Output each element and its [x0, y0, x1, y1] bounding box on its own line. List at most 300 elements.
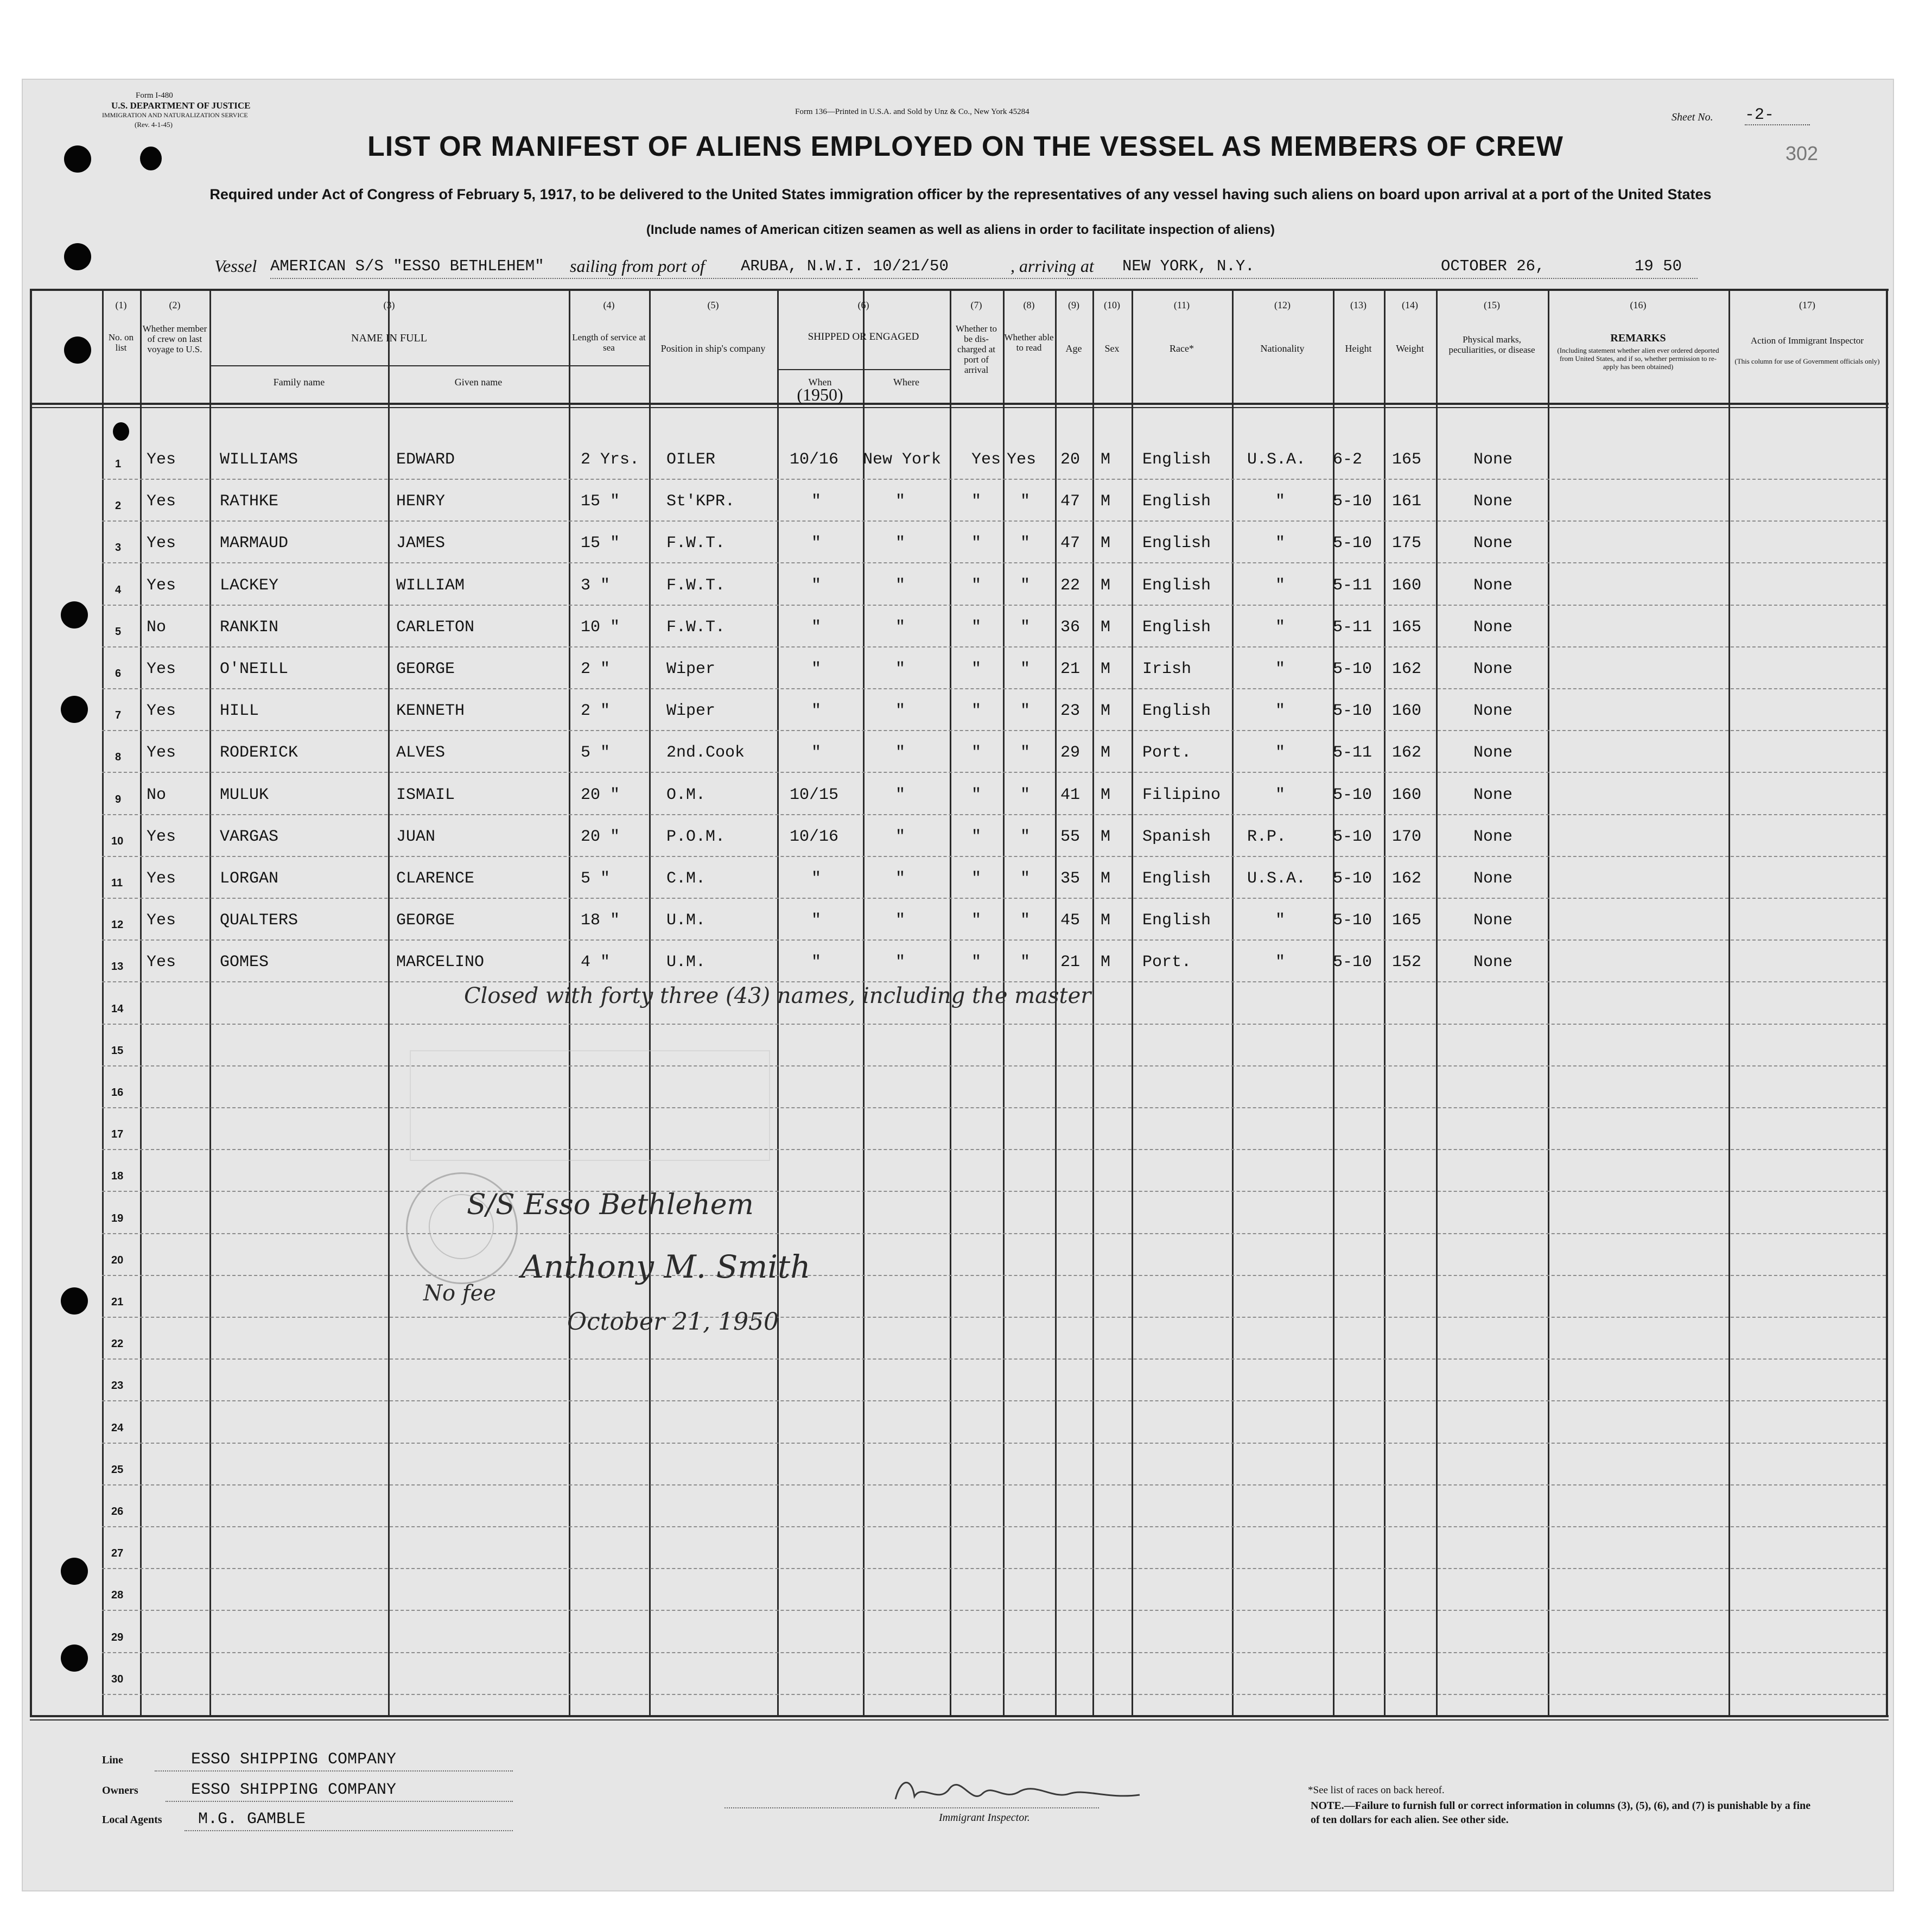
- row-divider: [102, 605, 1886, 606]
- crew-length-service: 10 ": [581, 618, 620, 637]
- crew-given-name: ISMAIL: [396, 785, 455, 804]
- line-label: Line: [102, 1754, 123, 1766]
- column-number-c8: (8): [1023, 300, 1035, 310]
- crew-length-service: 5 ": [581, 744, 611, 763]
- header-given-name: Given name: [454, 377, 503, 388]
- row-divider: [102, 1526, 1886, 1527]
- crew-discharged: ": [971, 953, 982, 972]
- row-divider: [102, 646, 1886, 647]
- crew-nationality: ": [1275, 702, 1286, 721]
- header-age: Age: [1065, 343, 1082, 354]
- subtitle: Required under Act of Congress of February 5, 1917, to be delivered to the United States immigration officer by the representatives of any vessel having such aliens on board upon arrival at a port of the United States: [209, 186, 1712, 202]
- column-number-c12: (12): [1274, 300, 1291, 310]
- crew-position: 2nd.Cook: [666, 744, 745, 763]
- crew-race: Filipino: [1142, 785, 1221, 804]
- punch-hole: [140, 147, 162, 170]
- crew-shipped-when: ": [811, 534, 822, 553]
- column-number-c4: (4): [603, 300, 615, 310]
- crew-height: 5-10: [1333, 911, 1372, 930]
- crew-age: 47: [1060, 534, 1081, 553]
- crew-nationality: ": [1275, 953, 1286, 972]
- row-divider: [102, 898, 1886, 899]
- punch-hole: [61, 1645, 88, 1672]
- crew-nationality: U.S.A.: [1247, 450, 1306, 469]
- header-name-in-full: NAME IN FULL: [351, 332, 427, 344]
- crew-age: 36: [1060, 618, 1081, 637]
- crew-discharged: ": [971, 618, 982, 637]
- row-divider: [102, 856, 1886, 857]
- row-number: 13: [111, 961, 124, 973]
- row-divider: [102, 562, 1886, 563]
- row-number: 5: [115, 625, 122, 638]
- crew-family-name: LACKEY: [220, 576, 279, 595]
- crew-length-service: 5 ": [581, 869, 611, 888]
- crew-prev-voyage: Yes: [147, 911, 176, 930]
- crew-position: F.W.T.: [666, 534, 726, 553]
- crew-weight: 162: [1392, 660, 1422, 678]
- crew-family-name: RODERICK: [220, 744, 298, 763]
- header-prev-voyage: Whether member of crew on last voyage to U.S.: [142, 323, 207, 354]
- row-divider: [102, 1568, 1886, 1569]
- crew-age: 23: [1060, 702, 1081, 721]
- crew-length-service: 2 ": [581, 702, 611, 721]
- crew-height: 5-10: [1333, 534, 1372, 553]
- row-number: 16: [111, 1087, 124, 1099]
- crew-given-name: WILLIAM: [396, 576, 465, 595]
- header-nationality: Nationality: [1260, 343, 1305, 354]
- crew-prev-voyage: Yes: [147, 576, 176, 595]
- row-divider: [102, 1610, 1886, 1611]
- consular-stamp: [410, 1050, 770, 1161]
- header-able-to-read: Whether able to read: [1004, 332, 1054, 353]
- column-divider: [140, 289, 142, 1717]
- row-number: 23: [111, 1380, 124, 1392]
- crew-discharged: ": [971, 869, 982, 888]
- crew-age: 29: [1060, 744, 1081, 763]
- crew-shipped-when: ": [811, 492, 822, 511]
- arrival-port: NEW YORK, N.Y.: [1122, 257, 1255, 275]
- table-bottom-border: [30, 1715, 1889, 1717]
- row-number: 24: [111, 1421, 124, 1434]
- master-signature: Anthony M. Smith: [521, 1248, 811, 1285]
- crew-shipped-where: ": [895, 744, 906, 763]
- crew-shipped-where: ": [895, 576, 906, 595]
- punch-hole: [61, 601, 88, 628]
- crew-shipped-when: 10/16: [790, 827, 839, 846]
- crew-physical-marks: None: [1473, 534, 1513, 553]
- column-divider: [1092, 289, 1094, 1717]
- races-note: *See list of races on back hereof.: [1308, 1785, 1445, 1796]
- header-position: Position in ship's company: [660, 343, 766, 354]
- row-number: 26: [111, 1506, 124, 1518]
- row-number: 10: [111, 835, 124, 847]
- header-when-year: (1950): [797, 385, 843, 404]
- crew-physical-marks: None: [1473, 576, 1513, 595]
- row-number: 17: [111, 1128, 124, 1141]
- row-number: 30: [111, 1673, 124, 1685]
- crew-age: 55: [1060, 827, 1081, 846]
- crew-discharged: ": [971, 492, 982, 511]
- crew-discharged: ": [971, 911, 982, 930]
- arrival-date: OCTOBER 26,: [1441, 257, 1545, 275]
- crew-given-name: HENRY: [396, 492, 446, 511]
- crew-race: English: [1142, 450, 1211, 469]
- crew-physical-marks: None: [1473, 660, 1513, 678]
- crew-shipped-where: ": [895, 827, 906, 846]
- crew-prev-voyage: Yes: [147, 534, 176, 553]
- fee-note: No fee: [423, 1281, 496, 1306]
- signature-date: October 21, 1950: [567, 1308, 779, 1336]
- table-top-border: [30, 289, 1889, 291]
- printer-line: Form 136—Printed in U.S.A. and Sold by Unz & Co., New York 45284: [795, 107, 1029, 116]
- crew-sex: M: [1101, 492, 1111, 511]
- crew-family-name: RATHKE: [220, 492, 279, 511]
- crew-position: F.W.T.: [666, 618, 726, 637]
- crew-height: 5-10: [1333, 492, 1372, 511]
- header-length-service: Length of service at sea: [572, 332, 646, 353]
- crew-physical-marks: None: [1473, 785, 1513, 804]
- local-agents: M.G. GAMBLE: [198, 1810, 306, 1829]
- crew-sex: M: [1101, 869, 1111, 888]
- row-number: 27: [111, 1547, 124, 1560]
- crew-physical-marks: None: [1473, 618, 1513, 637]
- crew-weight: 170: [1392, 827, 1422, 846]
- crew-prev-voyage: Yes: [147, 744, 176, 763]
- row-divider: [102, 1443, 1886, 1444]
- crew-physical-marks: None: [1473, 911, 1513, 930]
- crew-discharged: Yes: [971, 450, 1001, 469]
- column-number-c13: (13): [1350, 300, 1367, 310]
- crew-shipped-where: ": [895, 618, 906, 637]
- crew-age: 20: [1060, 450, 1081, 469]
- crew-prev-voyage: Yes: [147, 869, 176, 888]
- crew-able-to-read: ": [1020, 953, 1031, 972]
- row-divider: [102, 1317, 1886, 1318]
- crew-family-name: VARGAS: [220, 827, 279, 846]
- departure-port: ARUBA, N.W.I. 10/21/50: [741, 257, 949, 275]
- crew-shipped-where: ": [895, 911, 906, 930]
- crew-race: English: [1142, 576, 1211, 595]
- crew-physical-marks: None: [1473, 869, 1513, 888]
- crew-position: C.M.: [666, 869, 706, 888]
- column-number-c2: (2): [169, 300, 181, 310]
- crew-sex: M: [1101, 785, 1111, 804]
- row-divider: [102, 814, 1886, 815]
- row-divider: [102, 479, 1886, 480]
- column-divider: [1384, 289, 1386, 1717]
- row-divider: [102, 1191, 1886, 1192]
- row-divider: [102, 1107, 1886, 1108]
- row-number: 7: [115, 709, 122, 722]
- crew-shipped-where: ": [895, 534, 906, 553]
- crew-race: English: [1142, 911, 1211, 930]
- row-number: 21: [111, 1296, 124, 1308]
- column-number-c10: (10): [1104, 300, 1120, 310]
- row-number: 9: [115, 793, 122, 805]
- agency-name: U.S. DEPARTMENT OF JUSTICE: [111, 100, 251, 111]
- crew-prev-voyage: Yes: [147, 702, 176, 721]
- row-number: 11: [111, 877, 123, 889]
- column-divider: [1886, 289, 1888, 1717]
- crew-race: Irish: [1142, 660, 1192, 678]
- crew-prev-voyage: Yes: [147, 827, 176, 846]
- crew-family-name: MULUK: [220, 785, 269, 804]
- row-number: 1: [115, 458, 122, 470]
- row-divider: [102, 1065, 1886, 1066]
- crew-sex: M: [1101, 534, 1111, 553]
- service-name: IMMIGRATION AND NATURALIZATION SERVICE: [102, 111, 248, 119]
- row-divider: [102, 1275, 1886, 1276]
- crew-able-to-read: ": [1020, 744, 1031, 763]
- crew-able-to-read: ": [1020, 785, 1031, 804]
- header-no-on-list: No. on list: [108, 332, 134, 353]
- crew-age: 21: [1060, 953, 1081, 972]
- crew-race: English: [1142, 618, 1211, 637]
- header-when: When: [808, 377, 832, 388]
- vessel-label: Vessel: [214, 256, 257, 276]
- column-number-c9: (9): [1068, 300, 1079, 310]
- header-weight: Weight: [1396, 343, 1424, 354]
- header-remarks: REMARKS: [1610, 332, 1666, 344]
- crew-length-service: 15 ": [581, 492, 620, 511]
- crew-nationality: ": [1275, 785, 1286, 804]
- crew-position: OILER: [666, 450, 716, 469]
- row-divider: [102, 1694, 1886, 1695]
- vessel-owners: ESSO SHIPPING COMPANY: [191, 1781, 397, 1799]
- row-divider: [102, 1358, 1886, 1360]
- crew-shipped-when: ": [811, 911, 822, 930]
- crew-discharged: ": [971, 576, 982, 595]
- crew-shipped-where: ": [895, 785, 906, 804]
- row-number: 29: [111, 1631, 124, 1643]
- column-number-c17: (17): [1799, 300, 1815, 310]
- header-height: Height: [1345, 343, 1372, 354]
- crew-discharged: ": [971, 660, 982, 678]
- crew-weight: 161: [1392, 492, 1422, 511]
- crew-race: English: [1142, 702, 1211, 721]
- column-divider: [1132, 289, 1133, 1717]
- crew-family-name: MARMAUD: [220, 534, 289, 553]
- crew-physical-marks: None: [1473, 450, 1513, 469]
- crew-able-to-read: ": [1020, 576, 1031, 595]
- column-number-c16: (16): [1630, 300, 1647, 310]
- crew-physical-marks: None: [1473, 702, 1513, 721]
- row-divider: [102, 1484, 1886, 1485]
- arriving-label: , arriving at: [1011, 256, 1094, 276]
- crew-nationality: ": [1275, 576, 1286, 595]
- crew-height: 5-11: [1333, 576, 1372, 595]
- crew-height: 5-11: [1333, 744, 1372, 763]
- crew-height: 5-10: [1333, 953, 1372, 972]
- crew-race: Port.: [1142, 744, 1192, 763]
- crew-sex: M: [1101, 744, 1111, 763]
- column-number-c11: (11): [1173, 300, 1190, 310]
- crew-weight: 160: [1392, 702, 1422, 721]
- crew-nationality: ": [1275, 534, 1286, 553]
- subnote: (Include names of American citizen seamen as well as aliens in order to facilitate inspection of aliens): [646, 223, 1275, 237]
- row-divider: [102, 981, 1886, 982]
- owners-label: Owners: [102, 1785, 138, 1796]
- crew-physical-marks: None: [1473, 827, 1513, 846]
- crew-position: St'KPR.: [666, 492, 735, 511]
- row-number: 2: [115, 500, 122, 512]
- crew-discharged: ": [971, 785, 982, 804]
- crew-nationality: U.S.A.: [1247, 869, 1306, 888]
- crew-able-to-read: ": [1020, 911, 1031, 930]
- crew-shipped-when: ": [811, 702, 822, 721]
- column-divider: [388, 289, 390, 1717]
- crew-length-service: 2 ": [581, 660, 611, 678]
- crew-shipped-when: 10/15: [790, 785, 839, 804]
- crew-shipped-where: New York: [863, 450, 942, 469]
- row-divider: [102, 939, 1886, 941]
- crew-nationality: ": [1275, 618, 1286, 637]
- column-divider: [102, 289, 104, 1717]
- sailing-label: sailing from port of: [570, 256, 705, 276]
- crew-able-to-read: ": [1020, 827, 1031, 846]
- row-divider: [102, 1233, 1886, 1234]
- row-divider: [102, 1024, 1886, 1025]
- crew-prev-voyage: Yes: [147, 660, 176, 678]
- crew-nationality: R.P.: [1247, 827, 1287, 846]
- row-number: 15: [111, 1044, 124, 1057]
- row-divider: [102, 520, 1886, 522]
- crew-sex: M: [1101, 911, 1111, 930]
- crew-able-to-read: ": [1020, 534, 1031, 553]
- crew-able-to-read: ": [1020, 660, 1031, 678]
- form-revision: (Rev. 4-1-45): [135, 120, 173, 129]
- column-number-c3: (3): [383, 300, 395, 310]
- crew-shipped-where: ": [895, 953, 906, 972]
- crew-shipped-when: ": [811, 953, 822, 972]
- row-number: 22: [111, 1338, 124, 1350]
- crew-age: 22: [1060, 576, 1081, 595]
- crew-length-service: 4 ": [581, 953, 611, 972]
- column-number-c14: (14): [1402, 300, 1418, 310]
- column-divider: [1548, 289, 1549, 1717]
- crew-family-name: GOMES: [220, 953, 269, 972]
- crew-given-name: ALVES: [396, 744, 446, 763]
- header-race: Race*: [1170, 343, 1194, 354]
- column-divider: [1232, 289, 1234, 1717]
- punch-hole: [64, 337, 91, 364]
- crew-length-service: 20 ": [581, 827, 620, 846]
- crew-shipped-where: ": [895, 492, 906, 511]
- crew-family-name: O'NEILL: [220, 660, 289, 678]
- crew-weight: 165: [1392, 911, 1422, 930]
- crew-given-name: EDWARD: [396, 450, 455, 469]
- crew-sex: M: [1101, 827, 1111, 846]
- crew-prev-voyage: Yes: [147, 450, 176, 469]
- row-divider: [102, 1400, 1886, 1401]
- crew-shipped-when: ": [811, 618, 822, 637]
- header-family-name: Family name: [273, 377, 325, 388]
- crew-able-to-read: Yes: [1007, 450, 1037, 469]
- crew-length-service: 2 Yrs.: [581, 450, 640, 469]
- crew-given-name: JAMES: [396, 534, 446, 553]
- column-divider: [1728, 289, 1730, 1717]
- crew-given-name: MARCELINO: [396, 953, 485, 972]
- column-number-c5: (5): [707, 300, 719, 310]
- header-action-inspector: Action of Immigrant Inspector: [1750, 335, 1864, 346]
- crew-race: Spanish: [1142, 827, 1211, 846]
- form-number: Form I-480: [136, 91, 173, 100]
- crew-given-name: KENNETH: [396, 702, 465, 721]
- punch-hole: [64, 145, 91, 173]
- sheet-label: Sheet No.: [1672, 111, 1713, 123]
- crew-shipped-when: ": [811, 576, 822, 595]
- crew-position: Wiper: [666, 660, 716, 678]
- crew-sex: M: [1101, 702, 1111, 721]
- crew-age: 47: [1060, 492, 1081, 511]
- header-physical-marks: Physical marks, peculiarities, or disease: [1448, 334, 1535, 355]
- crew-given-name: CARLETON: [396, 618, 475, 637]
- crew-height: 5-11: [1333, 618, 1372, 637]
- crew-shipped-when: ": [811, 869, 822, 888]
- punch-hole: [61, 696, 88, 723]
- crew-position: O.M.: [666, 785, 706, 804]
- crew-race: English: [1142, 534, 1211, 553]
- row-number: 12: [111, 919, 124, 931]
- crew-weight: 160: [1392, 785, 1422, 804]
- inspector-signature-scrawl: [890, 1772, 1151, 1810]
- crew-discharged: ": [971, 744, 982, 763]
- crew-sex: M: [1101, 660, 1111, 678]
- crew-nationality: ": [1275, 492, 1286, 511]
- crew-height: 5-10: [1333, 785, 1372, 804]
- crew-physical-marks: None: [1473, 953, 1513, 972]
- inspector-label: Immigrant Inspector.: [939, 1812, 1030, 1824]
- crew-race: English: [1142, 492, 1211, 511]
- crew-family-name: HILL: [220, 702, 259, 721]
- crew-shipped-where: ": [895, 702, 906, 721]
- header-discharged: Whether to be dis-charged at port of arrival: [956, 323, 997, 375]
- crew-weight: 165: [1392, 450, 1422, 469]
- crew-prev-voyage: Yes: [147, 953, 176, 972]
- shipping-line: ESSO SHIPPING COMPANY: [191, 1750, 397, 1769]
- crew-prev-voyage: Yes: [147, 492, 176, 511]
- crew-height: 5-10: [1333, 702, 1372, 721]
- crew-sex: M: [1101, 450, 1111, 469]
- crew-weight: 165: [1392, 618, 1422, 637]
- crew-position: U.M.: [666, 911, 706, 930]
- crew-discharged: ": [971, 702, 982, 721]
- crew-length-service: 20 ": [581, 785, 620, 804]
- crew-shipped-when: 10/16: [790, 450, 839, 469]
- row-divider: [102, 1652, 1886, 1653]
- column-divider: [209, 289, 211, 1717]
- header-shipped-engaged: SHIPPED OR ENGAGED: [808, 331, 919, 342]
- column-divider: [1436, 289, 1438, 1717]
- header-where: Where: [893, 377, 919, 388]
- crew-length-service: 18 ": [581, 911, 620, 930]
- crew-family-name: LORGAN: [220, 869, 279, 888]
- crew-able-to-read: ": [1020, 492, 1031, 511]
- header-bottom-border: [30, 403, 1889, 405]
- crew-length-service: 15 ": [581, 534, 620, 553]
- crew-height: 5-10: [1333, 869, 1372, 888]
- crew-weight: 162: [1392, 744, 1422, 763]
- column-number-c15: (15): [1484, 300, 1500, 310]
- crew-weight: 162: [1392, 869, 1422, 888]
- column-number-c6: (6): [857, 300, 869, 310]
- crew-weight: 175: [1392, 534, 1422, 553]
- row-number: 20: [111, 1254, 124, 1266]
- crew-able-to-read: ": [1020, 702, 1031, 721]
- crew-family-name: QUALTERS: [220, 911, 298, 930]
- crew-height: 6-2: [1333, 450, 1363, 469]
- punch-hole: [113, 422, 129, 441]
